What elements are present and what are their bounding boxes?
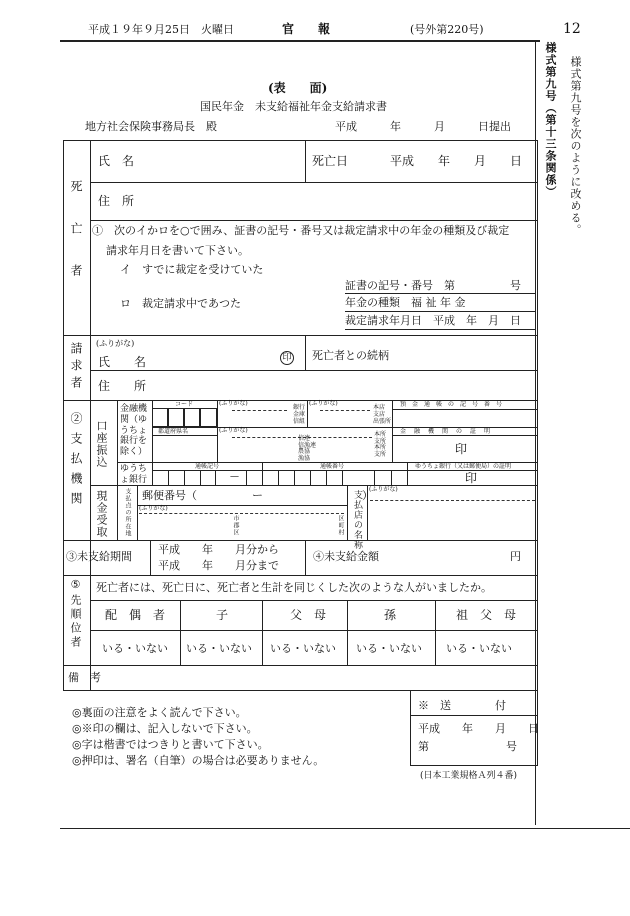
rule-line bbox=[307, 400, 308, 427]
office-number: 第 号 bbox=[418, 740, 517, 753]
rule-line bbox=[391, 470, 392, 485]
option-ro[interactable]: ロ 裁定請求中であつた bbox=[120, 297, 241, 310]
rule-line bbox=[90, 630, 538, 631]
rule-line bbox=[168, 470, 169, 485]
postal-code-field[interactable]: 郵便番号（ ー ） bbox=[142, 489, 373, 502]
claimant-address-label: 住 所 bbox=[98, 379, 147, 393]
bank-types: 銀行 金庫 信組 bbox=[293, 404, 306, 426]
paper-size-note: (日本工業規格Ａ列４番) bbox=[420, 771, 518, 781]
rule-line bbox=[63, 665, 538, 666]
bank-cert-label: 金融機関の証明 bbox=[400, 428, 499, 435]
account-label: 預金通帳の記号番号 bbox=[400, 401, 509, 408]
rule-line bbox=[90, 220, 538, 221]
rule-line bbox=[320, 410, 370, 411]
rule-line bbox=[392, 435, 538, 436]
label-char: 順 bbox=[69, 608, 82, 622]
rule-line bbox=[168, 408, 184, 427]
rule-line bbox=[407, 462, 408, 485]
bank-seal: 印 bbox=[455, 442, 468, 456]
answer-child[interactable]: いる・いない bbox=[186, 642, 252, 655]
yucho-label: ゆうちょ銀行 bbox=[120, 464, 148, 485]
claim-date[interactable]: 裁定請求年月日 平成 年 月 日 bbox=[345, 314, 521, 327]
label-char: 位 bbox=[69, 622, 82, 636]
rule-line bbox=[392, 409, 538, 410]
note-2: ◎※印の欄は、記入しないで下さい。 bbox=[72, 722, 258, 735]
col-parent: 父 母 bbox=[290, 608, 327, 622]
label-char: 者 bbox=[69, 636, 82, 650]
rule-line bbox=[90, 370, 538, 371]
seal-mark: 印 bbox=[280, 351, 294, 365]
page-number: 12 bbox=[563, 21, 581, 37]
rule-line bbox=[180, 600, 181, 665]
note-4: ◎押印は、署名（自筆）の場合は必要ありません。 bbox=[72, 754, 325, 767]
pension-type: 年金の種類 福 祉 年 金 bbox=[345, 296, 466, 309]
amount-label: ④未支給金額 bbox=[313, 550, 379, 563]
rule-line bbox=[90, 485, 538, 486]
note-3: ◎字は楷書ではつきりと書いて下さい。 bbox=[72, 738, 269, 751]
certificate-number[interactable]: 証書の記号・番号 第 号 bbox=[345, 279, 521, 292]
q1-instruction-2: 請求年月日を書いて下さい。 bbox=[106, 244, 249, 257]
passbook-symbol-label: 通帳記号 bbox=[195, 463, 220, 470]
payment-label: ②支払機関 bbox=[69, 412, 83, 512]
coop-types: 信連 信漁連 農協 漁協 bbox=[298, 435, 317, 462]
q1-instruction: ① 次のイかロを○で囲み、証書の記号・番号又は裁定請求中の年金の種類及び裁定 bbox=[92, 224, 510, 237]
rule-line bbox=[342, 470, 343, 485]
rule-line bbox=[262, 462, 263, 485]
bottom-rule bbox=[60, 828, 630, 829]
cash-label: 現金受取 bbox=[95, 490, 108, 538]
side-label: (表 面) bbox=[268, 81, 328, 95]
deceased-label bbox=[70, 180, 82, 306]
passbook-number-label: 通帳番号 bbox=[320, 463, 345, 470]
remarks-label: 備 考 bbox=[68, 671, 101, 684]
office-date: 平成 年 月 日 bbox=[418, 722, 539, 735]
submit-date: 平成 年 月 日提出 bbox=[335, 120, 511, 133]
note-1: ◎裏面の注意をよく読んで下さい。 bbox=[72, 706, 247, 719]
rule-line bbox=[410, 715, 538, 716]
rule-line bbox=[305, 540, 306, 575]
rule-line bbox=[305, 335, 306, 370]
bank-label: 金融機関（ゆうちょ銀行を除く） bbox=[120, 404, 148, 458]
period-to[interactable]: 平成 年 月分まで bbox=[158, 559, 279, 572]
rule-line bbox=[232, 410, 287, 411]
rule-line bbox=[326, 470, 327, 485]
deceased-address-label: 住 所 bbox=[98, 194, 135, 208]
rule-line bbox=[184, 408, 200, 427]
rule-line bbox=[374, 470, 375, 485]
city-label: 市郡区 bbox=[232, 515, 239, 536]
rule-line bbox=[278, 470, 279, 485]
period-label: ③未支給期間 bbox=[66, 550, 132, 563]
rule-line bbox=[367, 485, 368, 540]
coop-furigana: (ふりがな) bbox=[219, 427, 248, 434]
rule-line bbox=[90, 182, 538, 183]
col-grandparent: 祖 父 母 bbox=[456, 608, 517, 622]
branch-name-furigana: (ふりがな) bbox=[369, 486, 398, 493]
rule-line bbox=[200, 470, 201, 485]
pay-location-label: 支払点の所在地 bbox=[124, 488, 131, 537]
option-i[interactable]: イ すでに裁定を受けていた bbox=[120, 263, 264, 276]
address-furigana: (ふりがな) bbox=[139, 505, 168, 512]
rule-line bbox=[152, 435, 217, 436]
prefecture-label: 都道府県名 bbox=[158, 428, 189, 435]
claimant-name-label: 氏 名 bbox=[98, 355, 147, 369]
send-label: ※ 送 付 bbox=[418, 699, 506, 712]
addressee: 地方社会保険事務局長 殿 bbox=[85, 120, 217, 133]
rule-line bbox=[345, 329, 535, 330]
yen-label: 円 bbox=[510, 550, 521, 563]
label-char: 者 bbox=[69, 376, 83, 393]
ward-label: 区町村 bbox=[337, 515, 344, 536]
rule-line bbox=[63, 575, 538, 576]
prior-question: 死亡者には、死亡日に、死亡者と生計を同じくした次のような人がいましたか。 bbox=[96, 581, 492, 594]
rule-line bbox=[347, 485, 348, 540]
label-char: 者 bbox=[69, 264, 83, 306]
rule-line bbox=[246, 470, 247, 485]
bank-furigana: (ふりがな) bbox=[219, 400, 248, 407]
furigana-label: (ふりがな) bbox=[96, 339, 135, 348]
col-grandchild: 孫 bbox=[384, 608, 397, 622]
rule-line bbox=[294, 470, 295, 485]
office-types: 本所 支所 本所 支所 bbox=[374, 431, 387, 458]
rule-line bbox=[217, 400, 218, 462]
col-spouse: 配 偶 者 bbox=[105, 608, 166, 622]
rule-line bbox=[90, 140, 91, 691]
label-char: 請 bbox=[69, 342, 83, 359]
header-rule bbox=[60, 40, 540, 42]
rule-line bbox=[305, 140, 306, 182]
rule-line bbox=[117, 400, 118, 540]
rule-line bbox=[63, 540, 538, 541]
rule-line bbox=[137, 485, 138, 540]
gazette-name: 官 報 bbox=[282, 22, 331, 36]
rule-line bbox=[150, 540, 151, 575]
branch-types: 本店 支店 出張所 bbox=[373, 404, 392, 426]
code-label: コード bbox=[175, 401, 194, 408]
rule-line bbox=[152, 408, 168, 427]
rule-line bbox=[347, 600, 348, 665]
rule-line bbox=[139, 513, 344, 514]
rule-line bbox=[137, 505, 347, 506]
issue-number: (号外第220号) bbox=[410, 23, 484, 36]
gazette-date: 平成１９年９月25日 火曜日 bbox=[88, 23, 234, 36]
label-char: 先 bbox=[69, 594, 82, 608]
death-date-field[interactable]: 平成 年 月 日 bbox=[390, 154, 523, 168]
amendment-text: 様式第九号を次のように改める。 bbox=[569, 56, 582, 236]
passbook-dash: — bbox=[230, 472, 239, 482]
label-char: 亡 bbox=[69, 222, 83, 264]
label-char: 死 bbox=[69, 180, 83, 222]
answer-spouse[interactable]: いる・いない bbox=[102, 642, 168, 655]
transfer-label: 口座振込 bbox=[95, 420, 108, 468]
claimant-label bbox=[70, 342, 82, 393]
rule-line bbox=[370, 500, 535, 501]
branch-name-label: 支払店の名称 bbox=[352, 490, 362, 550]
rule-line bbox=[345, 293, 535, 294]
rule-line bbox=[262, 600, 263, 665]
deceased-name-label: 氏 名 bbox=[98, 154, 135, 168]
yucho-seal: 印 bbox=[465, 471, 478, 485]
branch-furigana: (ふりがな) bbox=[309, 400, 338, 407]
prior-label bbox=[70, 578, 81, 650]
rule-line bbox=[184, 470, 185, 485]
rule-line bbox=[200, 408, 217, 427]
relation-label: 死亡者との続柄 bbox=[312, 349, 389, 362]
label-char: ⑤ bbox=[69, 578, 82, 594]
rule-line bbox=[152, 470, 538, 471]
rule-line bbox=[215, 470, 216, 485]
answer-parent[interactable]: いる・いない bbox=[270, 642, 336, 655]
rule-line bbox=[310, 470, 311, 485]
rule-line bbox=[345, 311, 535, 312]
label-char: 求 bbox=[69, 359, 83, 376]
col-child: 子 bbox=[216, 608, 229, 622]
rule-line bbox=[90, 600, 538, 601]
answer-grandparent[interactable]: いる・いない bbox=[446, 642, 512, 655]
yucho-cert-label: ゆうちょ銀行（又は郵便局）の証明 bbox=[415, 463, 512, 470]
rule-line bbox=[435, 600, 436, 665]
rule-line bbox=[152, 427, 217, 428]
rule-line bbox=[63, 335, 538, 336]
death-date-label: 死亡日 bbox=[312, 154, 349, 168]
form-title: 国民年金 未支給福祉年金支給請求書 bbox=[200, 100, 387, 113]
answer-grandchild[interactable]: いる・いない bbox=[356, 642, 422, 655]
period-from[interactable]: 平成 年 月分から bbox=[158, 543, 279, 556]
form-number: 様式第九号（第十三条関係） bbox=[544, 42, 557, 198]
